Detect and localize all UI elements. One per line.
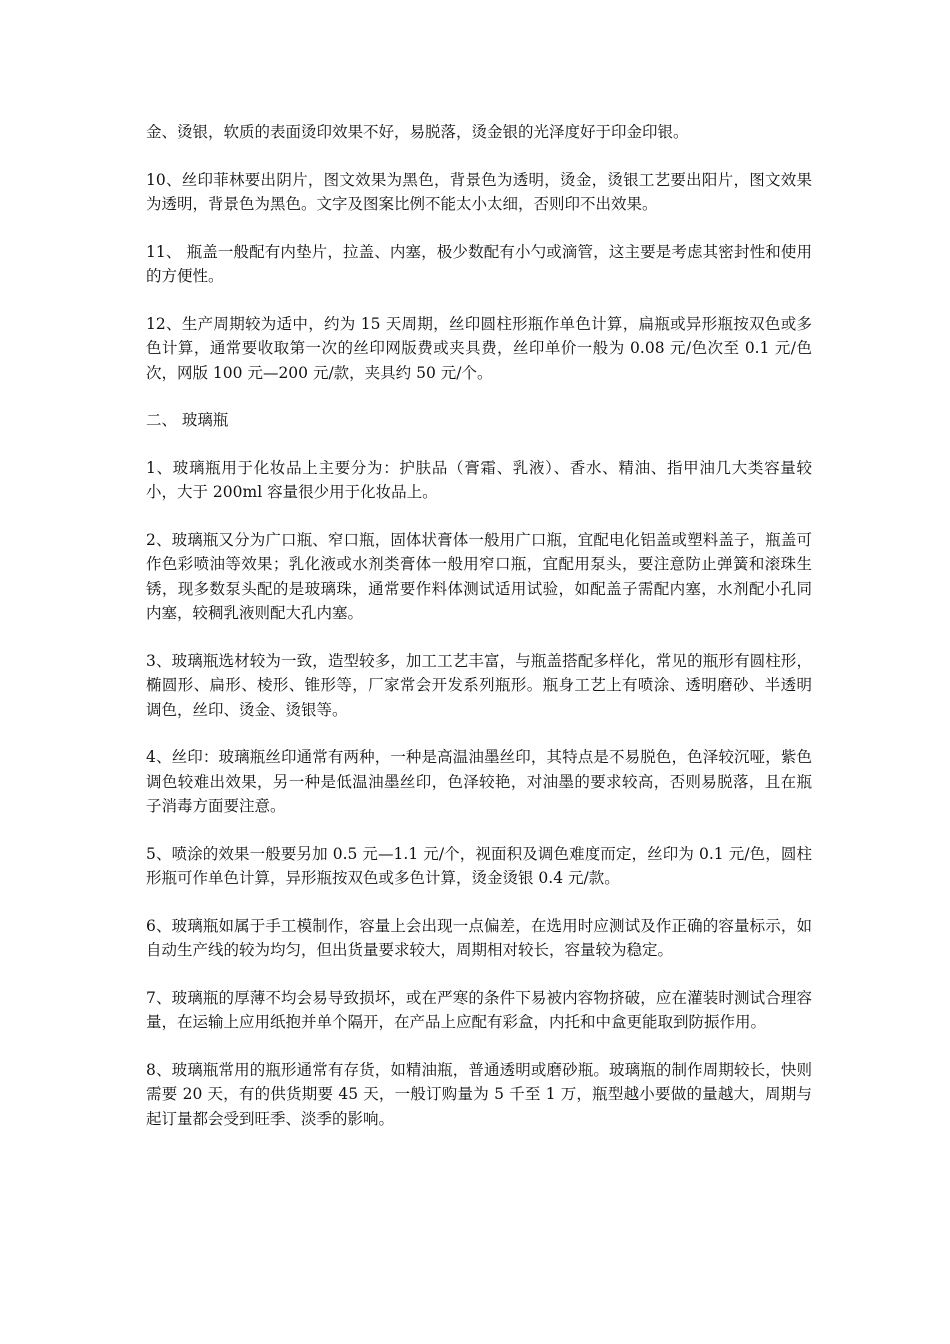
paragraph-continuation: 金、烫银，软质的表面烫印效果不好，易脱落，烫金银的光泽度好于印金印银。 — [146, 123, 689, 141]
paragraph-glass-7: 7、玻璃瓶的厚薄不均会易导致损坏，或在严寒的条件下易被内容物挤破，应在灌装时测试合理容量，在运输上应用纸抱并单个隔开，在产品上应配有彩盒，内托和中盒更能取到防振作用。 — [146, 988, 812, 1031]
paragraph-glass-5: 5、喷涂的效果一般要另加 0.5 元—1.1 元/个，视面积及调色难度而定，丝印为 0.1 元/色，圆柱形瓶可作单色计算，异形瓶按双色或多色计算，烫金烫银 0.4 元/款。 — [146, 844, 812, 887]
paragraph-glass-2: 2、玻璃瓶又分为广口瓶、窄口瓶，固体状膏体一般用广口瓶，宜配电化铝盖或塑料盖子，瓶盖可作色彩喷油等效果；乳化液或水剂类膏体一般用窄口瓶，宜配用泵头，要注意防止弹簧和滚珠生锈，现多数泵头配的是玻璃珠，通常要作料体测试适用试验，如配盖子需配内塞，水剂配小孔同内塞，较稠乳液则配大孔内塞。 — [146, 530, 812, 622]
paragraph-item-12: 12、生产周期较为适中，约为 15 天周期，丝印圆柱形瓶作单色计算，扁瓶或异形瓶按双色或多色计算，通常要收取第一次的丝印网版费或夹具费，丝印单价一般为 0.08 元/色次至 0.1 元/色次，网版 100 元—200 元/款，夹具约 50 元/个。 — [146, 314, 812, 382]
paragraph-glass-6: 6、玻璃瓶如属于手工模制作，容量上会出现一点偏差，在选用时应测试及作正确的容量标示，如自动生产线的较为均匀，但出货量要求较大，周期相对较长，容量较为稳定。 — [146, 916, 812, 959]
paragraph-item-10: 10、丝印菲林要出阴片，图文效果为黑色，背景色为透明，烫金，烫银工艺要出阳片，图文效果为透明，背景色为黑色。文字及图案比例不能太小太细，否则印不出效果。 — [146, 170, 812, 213]
section-heading-glass-bottle: 二、 玻璃瓶 — [146, 411, 229, 429]
paragraph-glass-3: 3、玻璃瓶选材较为一致，造型较多，加工工艺丰富，与瓶盖搭配多样化，常见的瓶形有圆柱形，椭圆形、扁形、棱形、锥形等，厂家常会开发系列瓶形。瓶身工艺上有喷涂、透明磨砂、半透明调色，丝印、烫金、烫银等。 — [146, 651, 812, 719]
paragraph-item-11: 11、 瓶盖一般配有内垫片，拉盖、内塞，极少数配有小勺或滴管，这主要是考虑其密封性和使用的方便性。 — [146, 242, 812, 285]
paragraph-glass-4: 4、丝印：玻璃瓶丝印通常有两种，一种是高温油墨丝印，其特点是不易脱色，色泽较沉哑，紫色调色较难出效果，另一种是低温油墨丝印，色泽较艳，对油墨的要求较高，否则易脱落，且在瓶子消毒方面要注意。 — [146, 748, 812, 815]
paragraph-glass-1: 1、玻璃瓶用于化妆品上主要分为：护肤品（膏霜、乳液）、香水、精油、指甲油几大类容量较小，大于 200ml 容量很少用于化妆品上。 — [146, 458, 812, 501]
paragraph-glass-8: 8、玻璃瓶常用的瓶形通常有存货，如精油瓶，普通透明或磨砂瓶。玻璃瓶的制作周期较长，快则需要 20 天，有的供货期要 45 天，一般订购量为 5 千至 1 万，瓶型越小要做的量越大，周期与起订量都会受到旺季、淡季的影响。 — [146, 1060, 812, 1128]
document-body — [146, 120, 812, 1154]
